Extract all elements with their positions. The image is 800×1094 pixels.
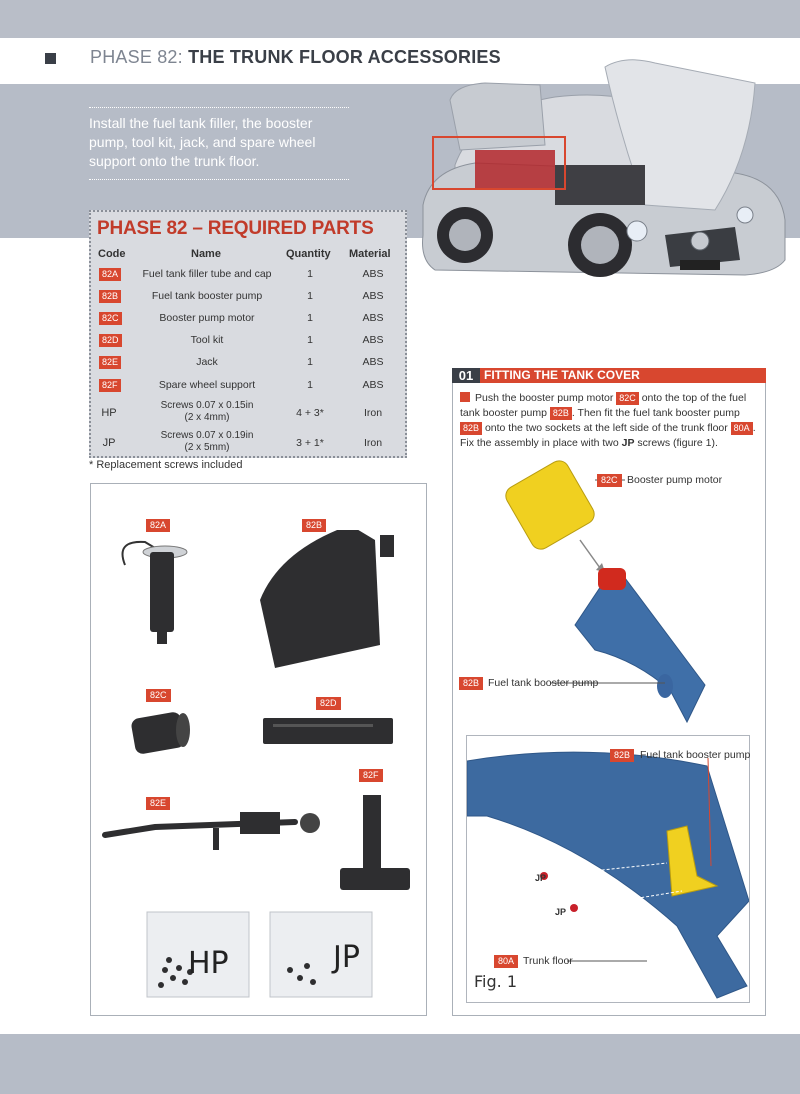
bullet-icon bbox=[460, 392, 470, 402]
pump-motor-drawing bbox=[502, 460, 598, 553]
part-name: Fuel tank filler tube and cap bbox=[142, 268, 272, 280]
part-name: Fuel tank booster pump bbox=[151, 290, 263, 302]
part-code: JP bbox=[102, 437, 116, 449]
column-material: Material bbox=[349, 248, 391, 260]
callout-code-80a: 80A bbox=[494, 955, 518, 968]
label-82c: 82C bbox=[146, 689, 171, 702]
part-quantity: 4 + 3* bbox=[296, 407, 324, 419]
intro-text: Install the fuel tank filler, the booster pump, tool kit, jack, and spare wheel support onto the trunk floor. bbox=[89, 107, 349, 180]
label-82a: 82A bbox=[146, 519, 170, 532]
step-instructions bbox=[460, 391, 756, 451]
label-82d: 82D bbox=[316, 697, 341, 710]
callout-pump: Fuel tank booster pump bbox=[488, 677, 599, 689]
part-name-line1: Screws 0.07 x 0.15in bbox=[160, 400, 254, 411]
step-text-part: onto the two sockets at the left side of the trunk floor bbox=[484, 422, 728, 434]
callout-motor: Booster pump motor bbox=[627, 474, 723, 486]
part-material: ABS bbox=[362, 356, 384, 368]
car-illustration bbox=[415, 55, 800, 295]
part-quantity: 1 bbox=[307, 312, 313, 324]
part-code: 82B bbox=[99, 290, 121, 303]
part-quantity: 1 bbox=[307, 290, 313, 302]
part-name: Spare wheel support bbox=[158, 379, 256, 391]
phase-label: PHASE 82: bbox=[90, 47, 183, 67]
callout-code-82b-fig: 82B bbox=[610, 749, 634, 762]
part-name-line2: (2 x 4mm) bbox=[184, 412, 230, 423]
inline-code: 82C bbox=[616, 392, 639, 405]
step-text-part: screws (figure 1). bbox=[637, 437, 718, 449]
callout-pump-fig: Fuel tank booster pump bbox=[640, 749, 751, 761]
part-name: Jack bbox=[196, 356, 218, 368]
callout-code-82b: 82B bbox=[459, 677, 483, 690]
jp-bag-label: JP bbox=[333, 940, 360, 975]
column-name: Name bbox=[191, 248, 221, 260]
column-quantity: Quantity bbox=[286, 248, 331, 260]
part-code: 82F bbox=[99, 379, 121, 392]
assembly-diagram bbox=[455, 460, 765, 730]
column-code: Code bbox=[98, 248, 126, 260]
part-material: Iron bbox=[363, 407, 383, 419]
step-number: 01 bbox=[452, 368, 480, 383]
part-material: ABS bbox=[362, 268, 384, 280]
part-material: ABS bbox=[362, 334, 384, 346]
label-82b: 82B bbox=[302, 519, 326, 532]
phase-title: THE TRUNK FLOOR ACCESSORIES bbox=[188, 47, 501, 67]
jp-screw-label: JP bbox=[535, 873, 547, 883]
replacement-note: * Replacement screws included bbox=[89, 459, 243, 471]
callout-code-82c: 82C bbox=[597, 474, 622, 487]
part-quantity: 3 + 1* bbox=[296, 437, 324, 449]
part-name: Tool kit bbox=[190, 334, 224, 346]
callout-trunk-floor: Trunk floor bbox=[523, 955, 573, 967]
part-name bbox=[129, 430, 285, 454]
part-quantity: 1 bbox=[307, 268, 313, 280]
step-bold-text: JP bbox=[621, 437, 635, 449]
part-code: 82C bbox=[99, 312, 122, 325]
part-code: HP bbox=[101, 407, 117, 419]
parts-photos bbox=[95, 530, 425, 1010]
step-text-part: onto the top of the fuel tank booster pump bbox=[460, 392, 747, 419]
step-text-part: Push the booster pump motor bbox=[475, 392, 614, 404]
part-code: 82E bbox=[99, 356, 121, 369]
pump-motor-part bbox=[130, 711, 190, 755]
filler-tube-part bbox=[123, 542, 188, 644]
jp-screw-label: JP bbox=[555, 907, 567, 917]
bottom-band bbox=[0, 1034, 800, 1094]
part-material: ABS bbox=[362, 379, 384, 391]
part-name-line1: Screws 0.07 x 0.19in bbox=[160, 430, 254, 441]
booster-pump-part bbox=[260, 530, 394, 668]
label-82f: 82F bbox=[359, 769, 383, 782]
top-band bbox=[0, 0, 800, 38]
part-material: ABS bbox=[362, 290, 384, 302]
required-parts-table bbox=[89, 210, 407, 458]
step-title: FITTING THE TANK COVER bbox=[484, 368, 640, 382]
tool-kit-part bbox=[263, 718, 393, 744]
jack-part bbox=[105, 812, 320, 850]
parts-title: PHASE 82 – REQUIRED PARTS bbox=[97, 218, 374, 239]
part-material: Iron bbox=[363, 437, 383, 449]
wheel-support-part bbox=[340, 795, 410, 890]
hp-bag-label: HP bbox=[188, 946, 229, 981]
booster-pump-drawing bbox=[575, 568, 705, 722]
part-quantity: 1 bbox=[307, 379, 313, 391]
figure-label: Fig. 1 bbox=[474, 972, 517, 991]
part-material: ABS bbox=[362, 312, 384, 324]
inline-code: 82B bbox=[550, 407, 572, 420]
part-code: 82A bbox=[99, 268, 121, 281]
inline-code: 80A bbox=[731, 422, 753, 435]
title-square-icon bbox=[45, 53, 56, 64]
inline-code: 82B bbox=[460, 422, 482, 435]
part-name: Booster pump motor bbox=[159, 312, 255, 324]
part-quantity: 1 bbox=[307, 334, 313, 346]
label-82e: 82E bbox=[146, 797, 170, 810]
part-code: 82D bbox=[99, 334, 122, 347]
step-text-part: . Then fit the fuel tank booster pump bbox=[571, 407, 740, 419]
part-name-line2: (2 x 5mm) bbox=[184, 442, 230, 453]
part-name bbox=[129, 400, 285, 424]
step-text-part: . Fix the assembly in place with two bbox=[460, 422, 756, 449]
part-quantity: 1 bbox=[307, 356, 313, 368]
